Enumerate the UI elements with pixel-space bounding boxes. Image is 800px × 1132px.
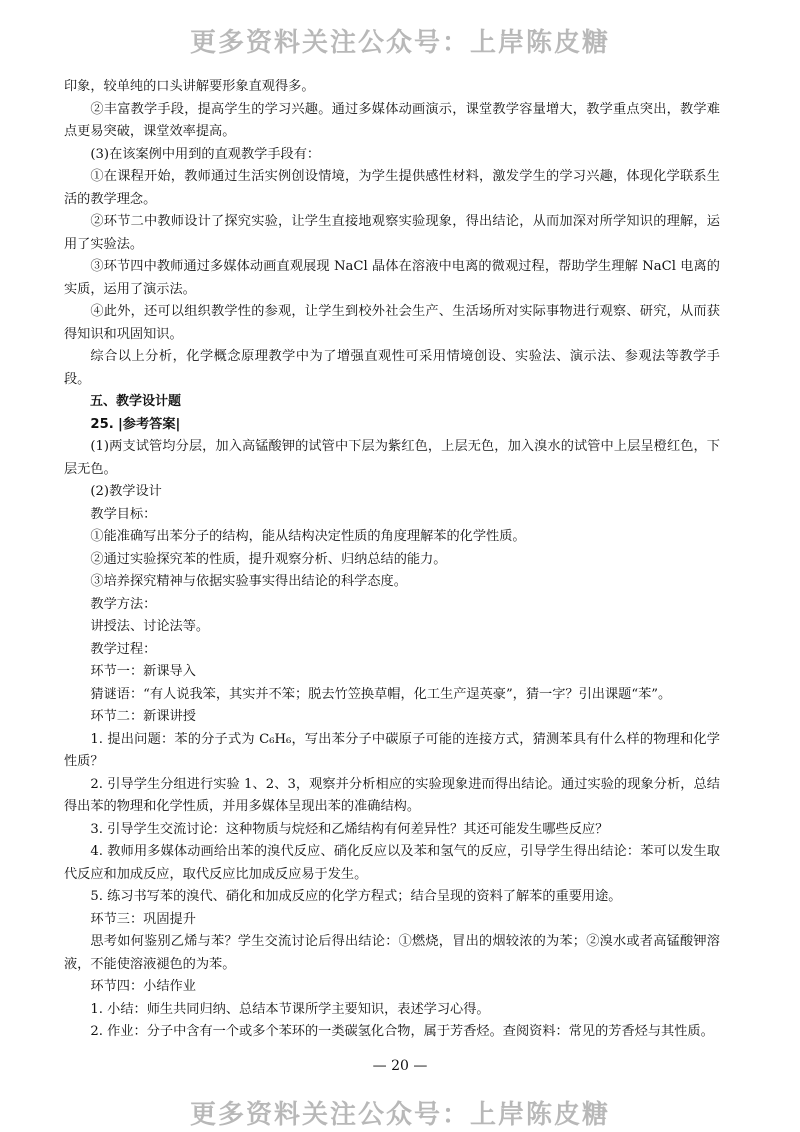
watermark-top: 更多资料关注公众号：上岸陈皮糖 (189, 28, 610, 58)
answer-line: 1. 小结：师生共同归纳、总结本节课所学主要知识，表述学习心得。 (90, 1001, 490, 1017)
answer-line: 猜谜语：“有人说我笨，其实并不笨；脱去竹笠换草帽，化工生产逞英豪”，猜一字？引出课题“苯”。 (90, 686, 672, 702)
answer-line: 讲授法、讨论法等。 (90, 619, 210, 634)
answer-line: 教学目标： (90, 506, 157, 522)
answer-line: ②通过实验探究苯的性质，提升观察分析、归纳总结的能力。 (90, 551, 447, 567)
answer-line: 2. 作业：分子中含有一个或多个苯环的一类碳氢化合物，属于芳香烃。查阅资料：常见的芳香烃与其性质。 (90, 1024, 714, 1039)
answer-line: 环节三：巩固提升 (90, 911, 196, 927)
answer-line: 2. 引导学生分组进行实验 1、2、3，观察并分析相应的实验现象进而得出结论。通过实验的现象分析，总结得出苯的物理和化学性质，并用多媒体呈现出苯的准确结构。 (64, 776, 720, 814)
paragraph: 综合以上分析，化学概念原理教学中为了增强直观性可采用情境创设、实验法、演示法、参观法等教学手段。 (64, 349, 720, 387)
answer-line: ①能准确写出苯分子的结构，能从结构决定性质的角度理解苯的化学性质。 (90, 529, 526, 544)
document-body (64, 76, 720, 1044)
answer-line: 思考如何鉴别乙烯与苯？学生交流讨论后得出结论：①燃烧，冒出的烟较浓的为苯；②溴水或者高锰酸钾溶液，不能使溶液褪色的为苯。 (64, 934, 720, 972)
answer-line: 教学方法： (90, 596, 157, 612)
paragraph: ②丰富教学手段，提高学生的学习兴趣。通过多媒体动画演示，课堂教学容量增大，教学重点突出，教学难点更易突破，课堂效率提高。 (64, 101, 720, 139)
answer-line: 教学过程： (90, 641, 157, 657)
question-number: 25. (90, 416, 114, 432)
watermark-bottom: 更多资料关注公众号：上岸陈皮糖 (189, 1100, 610, 1130)
answer-line: 环节二：新课讲授 (90, 709, 196, 724)
answer-line: (1)两支试管均分层，加入高锰酸钾的试管中下层为紫红色，上层无色，加入溴水的试管中上层呈橙红色，下层无色。 (64, 439, 720, 477)
paragraph: ④此外，还可以组织教学性的参观，让学生到校外社会生产、生活场所对实际事物进行观察、研究，从而获得知识和巩固知识。 (64, 304, 720, 342)
answer-line: 1. 提出问题：苯的分子式为 C₆H₆，写出苯分子中碳原子可能的连接方式，猜测苯具有什么样的物理和化学性质？ (64, 731, 720, 769)
section-heading: 五、教学设计题 (90, 394, 182, 409)
paragraph: ①在课程开始，教师通过生活实例创设情境，为学生提供感性材料，激发学生的学习兴趣，体现化学联系生活的教学理念。 (64, 169, 720, 207)
answer-line: ③培养探究精神与依据实验事实得出结论的科学态度。 (90, 574, 407, 589)
page-number: — 20 — (372, 1058, 428, 1074)
answer-line: (2)教学设计 (90, 484, 162, 499)
answer-line: 环节四：小结作业 (90, 979, 196, 994)
answer-label: |参考答案| (117, 416, 181, 432)
answer-line: 4. 教师用多媒体动画给出苯的溴代反应、硝化反应以及苯和氢气的反应，引导学生得出结论：苯可以发生取代反应和加成反应，取代反应比加成反应易于发生。 (64, 844, 720, 882)
answer-heading (64, 414, 720, 437)
paragraph: 印象，较单纯的口头讲解要形象直观得多。 (64, 79, 315, 94)
paragraph: ③环节四中教师通过多媒体动画直观展现 NaCl 晶体在溶液中电离的微观过程，帮助学生理解 NaCl 电离的实质，运用了演示法。 (64, 259, 720, 297)
answer-line: 5. 练习书写苯的溴代、硝化和加成反应的化学方程式；结合呈现的资料了解苯的重要用途。 (90, 889, 622, 904)
paragraph: ②环节二中教师设计了探究实验，让学生直接地观察实验现象，得出结论，从而加深对所学知识的理解，运用了实验法。 (64, 214, 720, 252)
answer-line: 3. 引导学生交流讨论：这种物质与烷烃和乙烯结构有何差异性？其还可能发生哪些反应？ (90, 821, 609, 837)
answer-line: 环节一：新课导入 (90, 664, 196, 679)
paragraph: (3)在该案例中用到的直观教学手段有： (90, 146, 321, 162)
